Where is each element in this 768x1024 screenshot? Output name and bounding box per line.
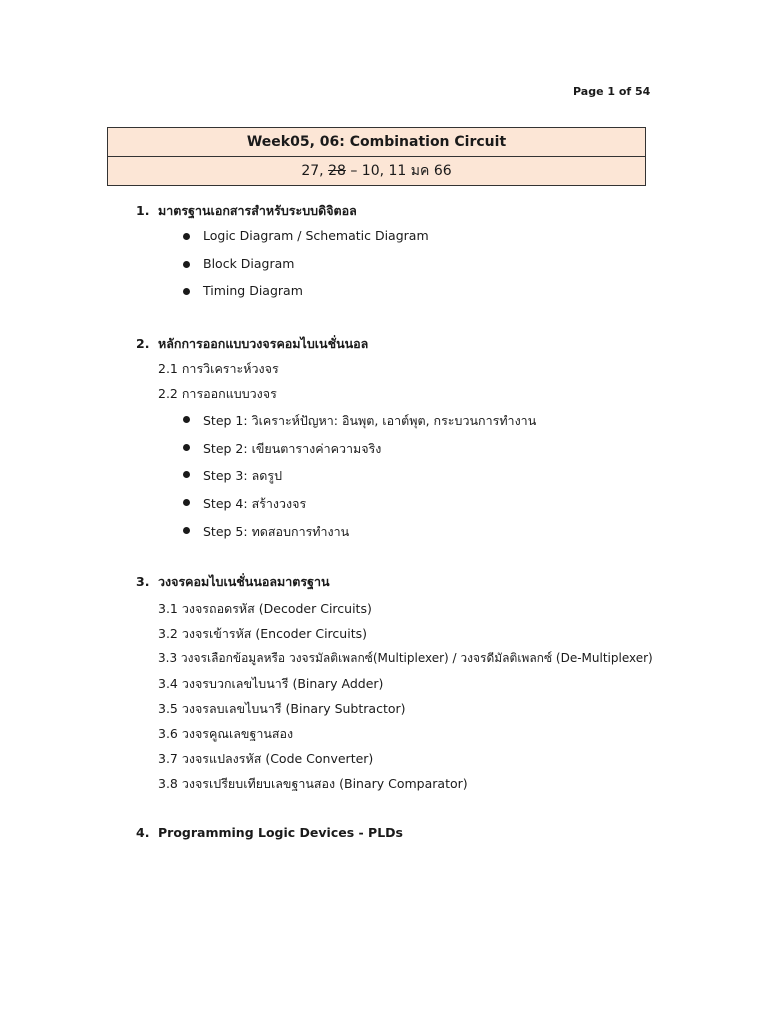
bullet-icon [183, 288, 190, 295]
bullet-icon [183, 527, 190, 534]
subsection-item: 3.3 วงจรเลือกข้อมูลหรือ วงจรมัลติเพลกซ์(Multiplexer) / วงจรดีมัลติเพลกซ์ (De-Multiplexer) [158, 651, 653, 665]
bullet-icon [183, 416, 190, 423]
section-title: หลักการออกแบบวงจรคอมไบเนชั่นนอล [158, 336, 369, 351]
subsection-item: 3.1 วงจรถอดรหัส (Decoder Circuits) [158, 601, 372, 616]
section-title: Programming Logic Devices - PLDs [158, 825, 403, 840]
section-title: มาตรฐานเอกสารสำหรับระบบดิจิตอล [158, 203, 357, 218]
section-number: 1. [136, 203, 150, 218]
section-4-heading [136, 825, 403, 840]
section-number: 2. [136, 336, 150, 351]
page-number: Page 1 of 54 [573, 85, 651, 98]
section-1-heading [136, 201, 357, 221]
section-title: วงจรคอมไบเนชั่นนอลมาตรฐาน [158, 574, 330, 589]
subsection-item: 2.1 การวิเคราะห์วงจร [158, 361, 279, 376]
date-struck: 28 [328, 163, 346, 179]
subsection-item: 3.2 วงจรเข้ารหัส (Encoder Circuits) [158, 626, 367, 641]
subsection-item: 3.4 วงจรบวกเลขไบนารี (Binary Adder) [158, 676, 384, 691]
list-item: Step 5: ทดสอบการทำงาน [203, 524, 350, 539]
bullet-icon [183, 471, 190, 478]
bullet-icon [183, 499, 190, 506]
subsection-item: 2.2 การออกแบบวงจร [158, 386, 277, 401]
title-box [107, 127, 646, 186]
section-3-heading [136, 572, 330, 592]
section-2-heading [136, 334, 368, 354]
subsection-item: 3.8 วงจรเปรียบเทียบเลขฐานสอง (Binary Comparator) [158, 776, 468, 791]
subsection-item: 3.6 วงจรคูณเลขฐานสอง [158, 726, 294, 741]
subsection-item: 3.5 วงจรลบเลขไบนารี (Binary Subtractor) [158, 701, 406, 716]
list-item: Step 1: วิเคราะห์ปัญหา: อินพุต, เอาต์พุต, กระบวนการทำงาน [203, 413, 537, 428]
list-item: Block Diagram [203, 256, 295, 271]
list-item: Step 4: สร้างวงจร [203, 496, 307, 511]
document-title: Week05, 06: Combination Circuit [108, 128, 645, 157]
bullet-icon [183, 261, 190, 268]
list-item: Timing Diagram [203, 283, 303, 298]
section-number: 4. [136, 825, 150, 840]
list-item: Logic Diagram / Schematic Diagram [203, 228, 429, 243]
date-suffix: – 10, 11 มค 66 [345, 163, 452, 179]
subsection-item: 3.7 วงจรแปลงรหัส (Code Converter) [158, 751, 374, 766]
list-item: Step 3: ลดรูป [203, 468, 282, 483]
bullet-icon [183, 233, 190, 240]
section-number: 3. [136, 574, 150, 589]
date-prefix: 27, [301, 163, 329, 179]
bullet-icon [183, 444, 190, 451]
list-item: Step 2: เขียนตารางค่าความจริง [203, 441, 382, 456]
document-date [108, 157, 645, 186]
